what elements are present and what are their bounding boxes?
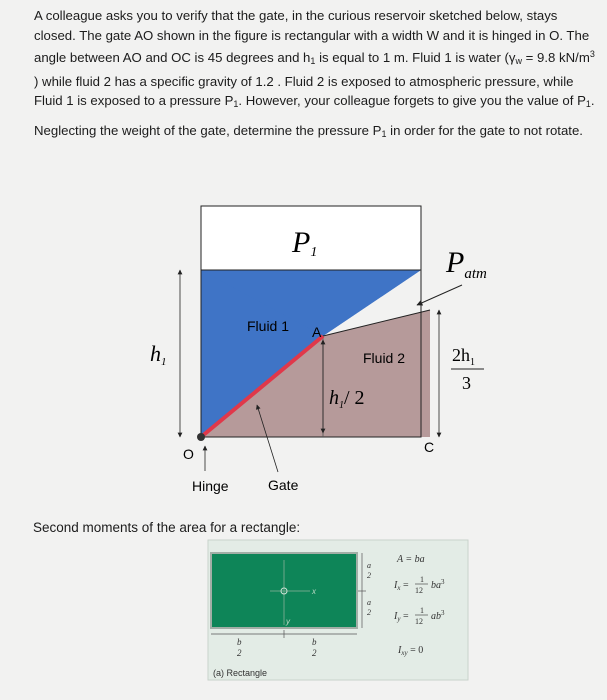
b-half-left-den: 2	[237, 648, 242, 658]
h1-label: h1	[150, 341, 167, 368]
text-segment: = 9.8 kN/m	[522, 50, 590, 66]
ixy-formula: $I_{xy} = 0$	[398, 645, 424, 657]
a-half-top-num: a	[367, 561, 371, 570]
text-segment: A colleague asks you to verify that the gate, in the curious reservoir sketched below, stays closed. The gate AO shown in the figure is rectangular with a width W and it is hinged in O. The angle between AO and OC is 45 degrees and h	[34, 8, 590, 66]
iy-formula: $I_y$ =	[394, 611, 409, 623]
two-thirds-h1-denominator: 3	[462, 373, 471, 393]
point-a-label: A	[312, 324, 322, 340]
subscript: 1	[310, 56, 316, 67]
area-formula: A = ba	[397, 554, 425, 565]
text-segment: in order for the gate to not rotate.	[386, 122, 583, 138]
subscript: 1	[585, 99, 591, 110]
x-axis-label: x	[312, 587, 316, 596]
a-half-top-den: 2	[367, 571, 371, 580]
text-segment: . However, your colleague forgets to give you the value of P	[238, 93, 586, 109]
ix-frac-den: 12	[415, 586, 423, 595]
iy-frac-den: 12	[415, 617, 423, 626]
fluid-2-label: Fluid 2	[363, 350, 406, 366]
iy-formula-tail: $ab^3$	[431, 609, 445, 622]
y-axis-label: y	[286, 617, 290, 626]
text-segment: .	[590, 93, 595, 109]
ix-formula: $I_x$ =	[394, 580, 409, 592]
p1-label: P1	[292, 226, 318, 260]
superscript: 3	[589, 49, 595, 60]
half-h1-label: $h_1/$ 2	[329, 387, 365, 411]
subscript: w	[515, 56, 523, 67]
b-half-left-num: b	[237, 637, 242, 647]
ix-formula-tail: $ba^3$	[431, 578, 445, 591]
gate-label: Gate	[268, 477, 299, 493]
text-segment: Neglecting the weight of the gate, determine the pressure P	[34, 122, 382, 138]
b-half-right-den: 2	[312, 648, 317, 658]
iy-frac-num: 1	[420, 606, 424, 615]
air-region	[201, 206, 421, 270]
point-c-label: C	[424, 439, 435, 455]
text-segment: is equal to 1 m. Fluid 1 is water (γ	[315, 50, 516, 66]
text-segment: ) while fluid 2 has a specific gravity of 1.2 . Fluid 2 is exposed to atmospheric pressure, while Fluid 1 is exposed to a pressure P	[34, 73, 574, 109]
patm-arrow	[417, 285, 462, 305]
a-half-bottom-num: a	[367, 598, 371, 607]
hinge-label: Hinge	[192, 478, 229, 494]
second-moments-caption: Second moments of the area for a rectangle:	[33, 520, 301, 535]
fluid-1-label: Fluid 1	[247, 318, 290, 334]
patm-label: $P_{atm}$	[446, 246, 487, 282]
subscript: 1	[381, 128, 387, 139]
rectangle-caption: (a) Rectangle	[213, 668, 268, 678]
ix-frac-num: 1	[420, 575, 424, 584]
hinge-point-o	[197, 433, 205, 441]
a-half-bottom-den: 2	[367, 608, 371, 617]
subscript: 1	[233, 99, 239, 110]
b-half-right-num: b	[312, 637, 317, 647]
point-o-label: O	[183, 446, 194, 462]
two-thirds-h1-numerator: $2h_1$	[452, 345, 475, 368]
